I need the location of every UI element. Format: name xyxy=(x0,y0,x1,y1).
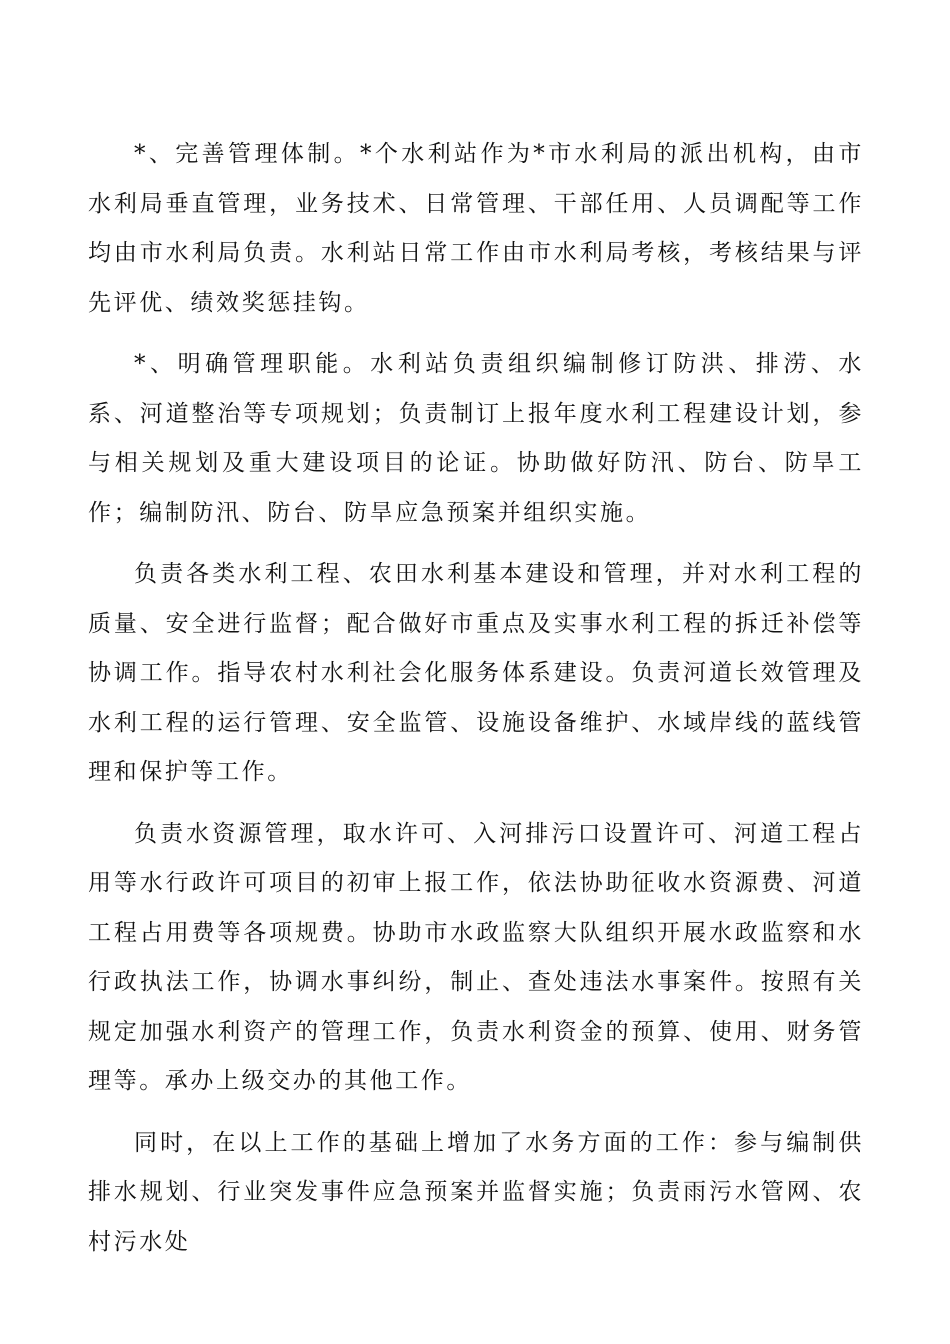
paragraph-water-projects: 负责各类水利工程、农田水利基本建设和管理，并对水利工程的质量、安全进行监督；配合做好市重点及实事水利工程的拆迁补偿等协调工作。指导农村水利社会化服务体系建设。负责河道长效管理及水利工程的运行管理、安全监管、设施设备维护、水域岸线的蓝线管理和保护等工作。 xyxy=(88,561,864,785)
paragraph-water-resources: 负责水资源管理，取水许可、入河排污口设置许可、河道工程占用等水行政许可项目的初审上报工作，依法协助征收水资源费、河道工程占用费等各项规费。协助市水政监察大队组织开展水政监察和水行政执法工作，协调水事纠纷，制止、查处违法水事案件。按照有关规定加强水利资产的管理工作，负责水利资金的预算、使用、财务管理等。承办上级交办的其他工作。 xyxy=(88,820,864,1094)
paragraph-water-affairs: 同时，在以上工作的基础上增加了水务方面的工作：参与编制供排水规划、行业突发事件应急预案并监督实施；负责雨污水管网、农村污水处 xyxy=(88,1129,864,1255)
document-page xyxy=(88,130,864,1267)
paragraph-management-functions: *、明确管理职能。水利站负责组织编制修订防洪、排涝、水系、河道整治等专项规划；负责制订上报年度水利工程建设计划，参与相关规划及重大建设项目的论证。协助做好防汛、防台、防旱工作；编制防汛、防台、防旱应急预案并组织实施。 xyxy=(88,351,864,526)
paragraph-management-system: *、完善管理体制。*个水利站作为*市水利局的派出机构，由市水利局垂直管理，业务技术、日常管理、干部任用、人员调配等工作均由市水利局负责。水利站日常工作由市水利局考核，考核结果与评先评优、绩效奖惩挂钩。 xyxy=(88,141,864,316)
